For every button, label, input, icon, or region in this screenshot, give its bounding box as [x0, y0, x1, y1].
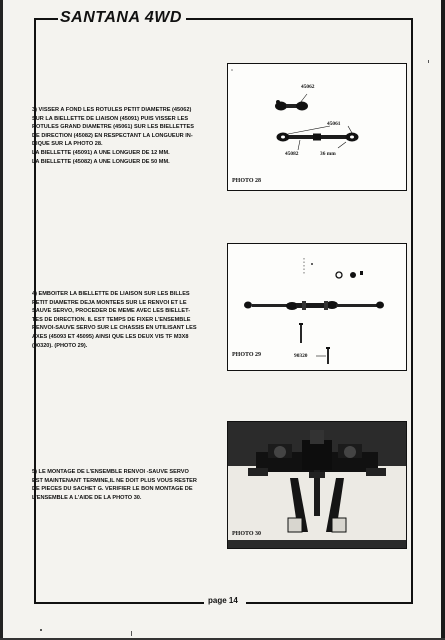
- link-rod-45091: [275, 100, 308, 111]
- photo-29-caption: PHOTO 29: [232, 352, 262, 358]
- photo-30: [227, 421, 407, 549]
- step-3-line: 3) VISSER A FOND LES ROTULES PETIT DIAMETRE (45062): [32, 107, 192, 113]
- step-4-line: (90320). (PHOTO 29).: [32, 342, 88, 349]
- part-label-90320: 90320: [294, 353, 308, 359]
- photo-28: [227, 63, 407, 191]
- part-label-45082: 45082: [285, 151, 299, 157]
- scan-speck: [428, 60, 429, 63]
- scan-edge-right: [441, 0, 445, 640]
- photo-30-image: [228, 422, 406, 548]
- footer-rule-left: [34, 602, 204, 604]
- step-4-line: PETIT DIAMETRE DEJA MONTEES SUR LE RENVOI ET LE: [32, 299, 187, 306]
- step-4-line: RENVOI-SAUVE SERVO SUR LE CHASSIS EN UTILISANT LES: [32, 325, 197, 332]
- part-label-45061: 45061: [327, 121, 341, 127]
- step-3-line: LA BIELLETTE (45082) A UNE LONGUER DE 50 MM.: [32, 158, 170, 165]
- scan-edge-left: [0, 0, 3, 640]
- scan-speck: [40, 629, 42, 631]
- step-3-line: DE DIRECTION (45082) EN RESPECTANT LA LONGUEUR IN-: [32, 132, 193, 139]
- part-label-45062: 45062: [301, 84, 315, 90]
- header-rule-left: [34, 18, 58, 20]
- step-3-line: DIQUE SUR LA PHOTO 28.: [32, 141, 103, 148]
- step-3-line: ROTULES GRAND DIAMETRE (45061) SUR LES BIELLETTES: [32, 124, 194, 131]
- step-5-line: EST MAINTENANT TERMINE,IL NE DOIT PLUS VOUS RESTER: [32, 477, 197, 484]
- step-5-line: 5) LE MONTAGE DE L'ENSEMBLE RENVOI -SAUVE SERVO: [32, 469, 189, 475]
- scan-speck: [131, 631, 132, 636]
- photo-30-caption: PHOTO 30: [232, 531, 262, 537]
- step-5-text: [32, 468, 222, 502]
- step-5-line: DE PIECES DU SACHET G. VERIFIER LE BON MONTAGE DE: [32, 486, 193, 493]
- step-4-text: [32, 290, 222, 350]
- step-5-line: L'ENSEMBLE A L'AIDE DE LA PHOTO 30.: [32, 494, 142, 501]
- step-4-line: 4) EMBOITER LA BIELLETTE DE LIAISON SUR LES BILLES: [32, 291, 190, 297]
- length-label: 36 mm: [320, 151, 336, 157]
- step-3-line: LA BIELLETTE (45091) A UNE LONGUER DE 12 MM.: [32, 149, 170, 156]
- header-rule-right: [186, 18, 412, 20]
- footer-rule-right: [246, 602, 413, 604]
- step-4-line: AXES (45093 ET 45095) AINSI QUE LES DEUX VIS TF M3X8: [32, 333, 189, 340]
- step-4-line: SAUVE SERVO, PROCEDER DE MEME AVEC LES BIELLET-: [32, 308, 191, 315]
- page-number: page 14: [208, 596, 238, 605]
- small-parts: [304, 258, 363, 278]
- steering-linkage: [244, 301, 384, 310]
- page-title: SANTANA 4WD: [60, 9, 182, 26]
- step-3-line: SUR LA BIELLETTE DE LIAISON (45091) PUIS VISSER LES: [32, 115, 189, 122]
- photo-29: [227, 243, 407, 371]
- photo-28-image: [228, 64, 406, 190]
- step-4-line: TES DE DIRECTION. IL EST TEMPS DE FIXER L'ENSEMBLE: [32, 316, 191, 323]
- step-3-text: [32, 106, 222, 166]
- frame-rule-right: [411, 18, 413, 603]
- photo-28-caption: PHOTO 28: [232, 178, 262, 184]
